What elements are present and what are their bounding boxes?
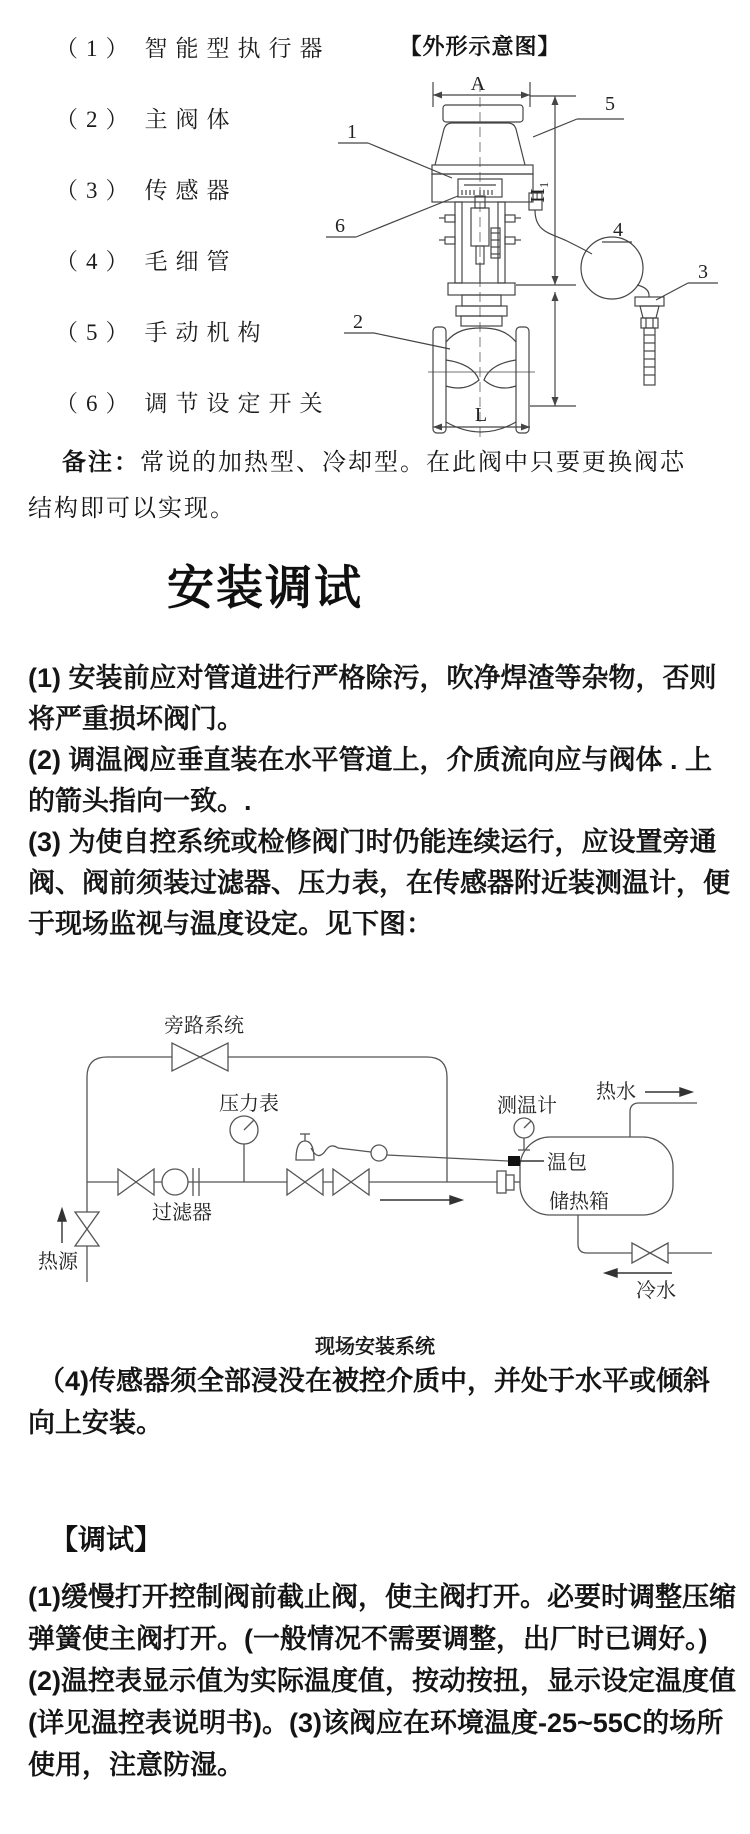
paragraph-3: (3) 为使自控系统或检修阀门时仍能连续运行，应设置旁通阀、阀前须装过滤器、压力表，在传感器附近装测温计，便于现场监视与温度设定。见下图： bbox=[28, 827, 730, 939]
item-number: （5） bbox=[55, 320, 137, 345]
shutoff-valve-icon bbox=[118, 1169, 136, 1195]
cold-water-valve-icon bbox=[650, 1243, 668, 1263]
item-number: （1） bbox=[55, 36, 137, 61]
debug-paragraph-2: (2)温控表显示值为实际温度值，按动按扭，显示设定温度值(详见温控表说明书)。(3)该阀应在环境温度-25~55C的场所使用，注意防湿。 bbox=[28, 1666, 736, 1780]
installation-paragraphs bbox=[28, 658, 732, 945]
note-label: 备注： bbox=[62, 450, 140, 476]
bypass-valve-icon bbox=[200, 1043, 228, 1071]
sensor-probe bbox=[644, 328, 655, 385]
outlet-valve-icon bbox=[351, 1169, 369, 1195]
debug-section-header: 【调试】 bbox=[50, 1524, 163, 1555]
item-label: 主阀体 bbox=[144, 107, 238, 132]
capillary-line bbox=[311, 1146, 371, 1156]
callout-3: 3 bbox=[698, 261, 708, 283]
flow-arrow-icon bbox=[450, 1196, 462, 1204]
dim-a-label: A bbox=[470, 73, 486, 95]
callout-1: 1 bbox=[347, 121, 357, 143]
item-label: 智能型执行器 bbox=[144, 36, 331, 61]
item-label: 手动机构 bbox=[144, 320, 269, 345]
debug-paragraphs bbox=[28, 1576, 736, 1786]
cold-water-pipe bbox=[578, 1215, 712, 1253]
hot-water-pipe bbox=[630, 1103, 697, 1137]
heat-source-valve-icon bbox=[75, 1229, 99, 1246]
dim-h1-label: H₁ bbox=[527, 181, 549, 203]
callout-2: 2 bbox=[353, 311, 363, 333]
dim-l-label: L bbox=[474, 404, 488, 426]
diagram-caption: 现场安装系统 bbox=[315, 1336, 435, 1358]
item-label: 传感器 bbox=[144, 178, 238, 203]
actuator-handle bbox=[443, 105, 523, 122]
heat-source-arrow-icon bbox=[58, 1209, 66, 1221]
bulb-label: 温包 bbox=[547, 1152, 587, 1174]
site-installation-diagram bbox=[0, 1000, 750, 1310]
valve-flange-left bbox=[433, 327, 446, 433]
tank-label: 储热箱 bbox=[549, 1191, 609, 1213]
note-paragraph bbox=[28, 440, 710, 532]
valve-actuator-icon bbox=[296, 1141, 314, 1160]
hot-water-arrow-icon bbox=[680, 1088, 692, 1096]
bypass-line bbox=[87, 1057, 447, 1282]
filter-label: 过滤器 bbox=[152, 1202, 212, 1224]
heat-source-valve-icon bbox=[75, 1212, 99, 1229]
item-number: （3） bbox=[55, 178, 137, 203]
item-number: （2） bbox=[55, 107, 137, 132]
pressure-gauge-label: 压力表 bbox=[219, 1093, 279, 1115]
callout-4: 4 bbox=[613, 219, 623, 241]
temperature-bulb-icon bbox=[508, 1156, 520, 1166]
note-text: 常说的加热型、冷却型。在此阀中只要更换阀芯结构即可以实现。 bbox=[28, 450, 686, 522]
paragraph-4: （4)传感器须全部浸没在被控介质中，并处于水平或倾斜向上安装。 bbox=[28, 1366, 711, 1438]
bypass-label: 旁路系统 bbox=[164, 1015, 244, 1037]
filter-icon bbox=[162, 1169, 188, 1195]
paragraph-2: (2) 调温阀应垂直装在水平管道上，介质流向应与阀体 . 上的箭头指向一致。. bbox=[28, 745, 713, 816]
thermometer-label: 测温计 bbox=[497, 1095, 557, 1117]
shutoff-valve-icon bbox=[136, 1169, 154, 1195]
actuator-body bbox=[432, 174, 533, 202]
item-label: 毛细管 bbox=[144, 249, 238, 274]
callout-5: 5 bbox=[605, 93, 615, 115]
valve-flange-right bbox=[516, 327, 529, 433]
paragraph-1: (1) 安装前应对管道进行严格除污，吹净焊渣等杂物，否则将严重损坏阀门。 bbox=[28, 663, 717, 734]
item-number: （6） bbox=[55, 391, 137, 416]
item-label: 调节设定开关 bbox=[144, 391, 331, 416]
debug-paragraph-1: (1)缓慢打开控制阀前截止阀，使主阀打开。必要时调整压缩弹簧使主阀打开。(一般情况不需要调整，出厂时已调好。) bbox=[28, 1582, 736, 1654]
valve-outline-drawing bbox=[280, 30, 750, 445]
control-valve-icon bbox=[287, 1169, 305, 1195]
cold-water-valve-icon bbox=[632, 1243, 650, 1263]
control-valve-icon bbox=[305, 1169, 323, 1195]
outline-diagram-title: 【外形示意图】 bbox=[399, 34, 561, 59]
cold-water-label: 冷水 bbox=[636, 1280, 676, 1302]
hot-water-label: 热水 bbox=[596, 1081, 636, 1103]
capillary-tube bbox=[535, 210, 592, 254]
bypass-valve-icon bbox=[172, 1043, 200, 1071]
item-number: （4） bbox=[55, 249, 137, 274]
cold-water-arrow-icon bbox=[605, 1269, 617, 1277]
heat-source-label: 热源 bbox=[38, 1251, 78, 1273]
outlet-valve-icon bbox=[333, 1169, 351, 1195]
section-title: 安装调试 bbox=[167, 561, 363, 614]
callout-6: 6 bbox=[335, 215, 345, 237]
